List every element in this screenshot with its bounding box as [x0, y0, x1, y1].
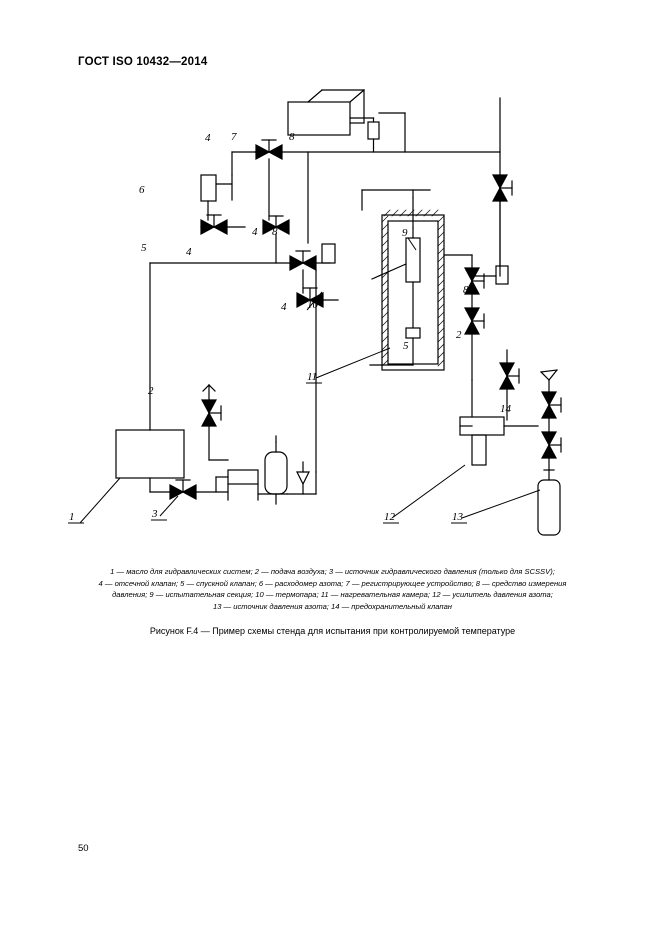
- hydraulic-pressure-source-3: [228, 470, 258, 484]
- valve-on-cylinder-line-lower: [542, 392, 561, 418]
- accumulator-vessel: [265, 452, 287, 494]
- callout-4c: 4: [252, 226, 258, 238]
- callout-3: 3: [152, 508, 158, 520]
- callout-12: 12: [384, 511, 395, 523]
- callout-8a: 8: [289, 131, 295, 143]
- recorder-device-7: [288, 102, 350, 135]
- test-section-fitting: [406, 328, 420, 338]
- callout-4b: 4: [186, 246, 192, 258]
- callout-4a: 4: [205, 132, 211, 144]
- nitrogen-flowmeter-6: [201, 175, 216, 201]
- page-number: 50: [78, 843, 89, 854]
- callout-14: 14: [500, 403, 511, 415]
- callout-4d: 4: [281, 301, 287, 313]
- valve-4-top: [256, 140, 282, 159]
- nitrogen-source-13: [538, 480, 560, 535]
- pressure-gauge-8-top: [368, 122, 379, 139]
- pressure-gauge-8-right: [496, 266, 508, 284]
- legend-line-1: 1 — масло для гидравлических систем; 2 — подача воздуха; 3 — источник гидравлического давления (только для SCSSV);: [110, 567, 555, 576]
- callout-9: 9: [402, 227, 408, 239]
- legend-line-4: 13 — источник давления азота; 14 — предохранительный клапан: [212, 601, 452, 611]
- legend-line-2: 4 — отсечной клапан; 5 — спускной клапан; 6 — расходомер азота; 7 — регистрирующее устройство; 8 — средство измерения: [98, 578, 567, 588]
- callout-labels: [69, 131, 512, 523]
- valve-2-left: [202, 400, 221, 426]
- callout-6: 6: [139, 184, 145, 196]
- callout-8b: 8: [272, 226, 278, 238]
- booster-body-12: [472, 435, 486, 465]
- callout-13: 13: [452, 511, 463, 523]
- page-header: ГОСТ ISO 10432—2014: [78, 56, 208, 68]
- callout-11: 11: [307, 371, 318, 383]
- callout-leaders: [68, 238, 540, 523]
- valve-5-right-lower: [465, 308, 484, 334]
- figure-f4-diagram: [60, 80, 620, 550]
- valve-on-cylinder-line-upper: [542, 432, 561, 458]
- callout-1: 1: [69, 511, 75, 523]
- hydraulic-oil-1: [116, 430, 184, 478]
- callout-8c: 8: [463, 284, 469, 296]
- legend-line-3: давления; 9 — испытательная секция; 10 — термопара; 11 — нагревательная камера; 12 — усилитель давления азота;: [112, 590, 553, 600]
- pressure-gauge-8-center: [322, 244, 335, 263]
- callout-10: 10: [307, 299, 318, 311]
- schematic-svg: [60, 80, 620, 550]
- flow-indicator: [297, 472, 309, 484]
- callout-2b: 2: [456, 329, 462, 341]
- figure-legend: [60, 566, 605, 612]
- valve-top-right: [493, 175, 512, 201]
- valve-2-right: [500, 363, 519, 389]
- callout-2a: 2: [148, 385, 154, 397]
- callout-5a: 5: [141, 242, 147, 254]
- callout-7: 7: [231, 131, 237, 143]
- figure-caption: Рисунок F.4 — Пример схемы стенда для испытания при контролируемой температуре: [149, 626, 516, 636]
- valve-bottom-left: [170, 480, 196, 499]
- callout-5b: 5: [403, 340, 409, 352]
- valve-4-center: [290, 251, 316, 270]
